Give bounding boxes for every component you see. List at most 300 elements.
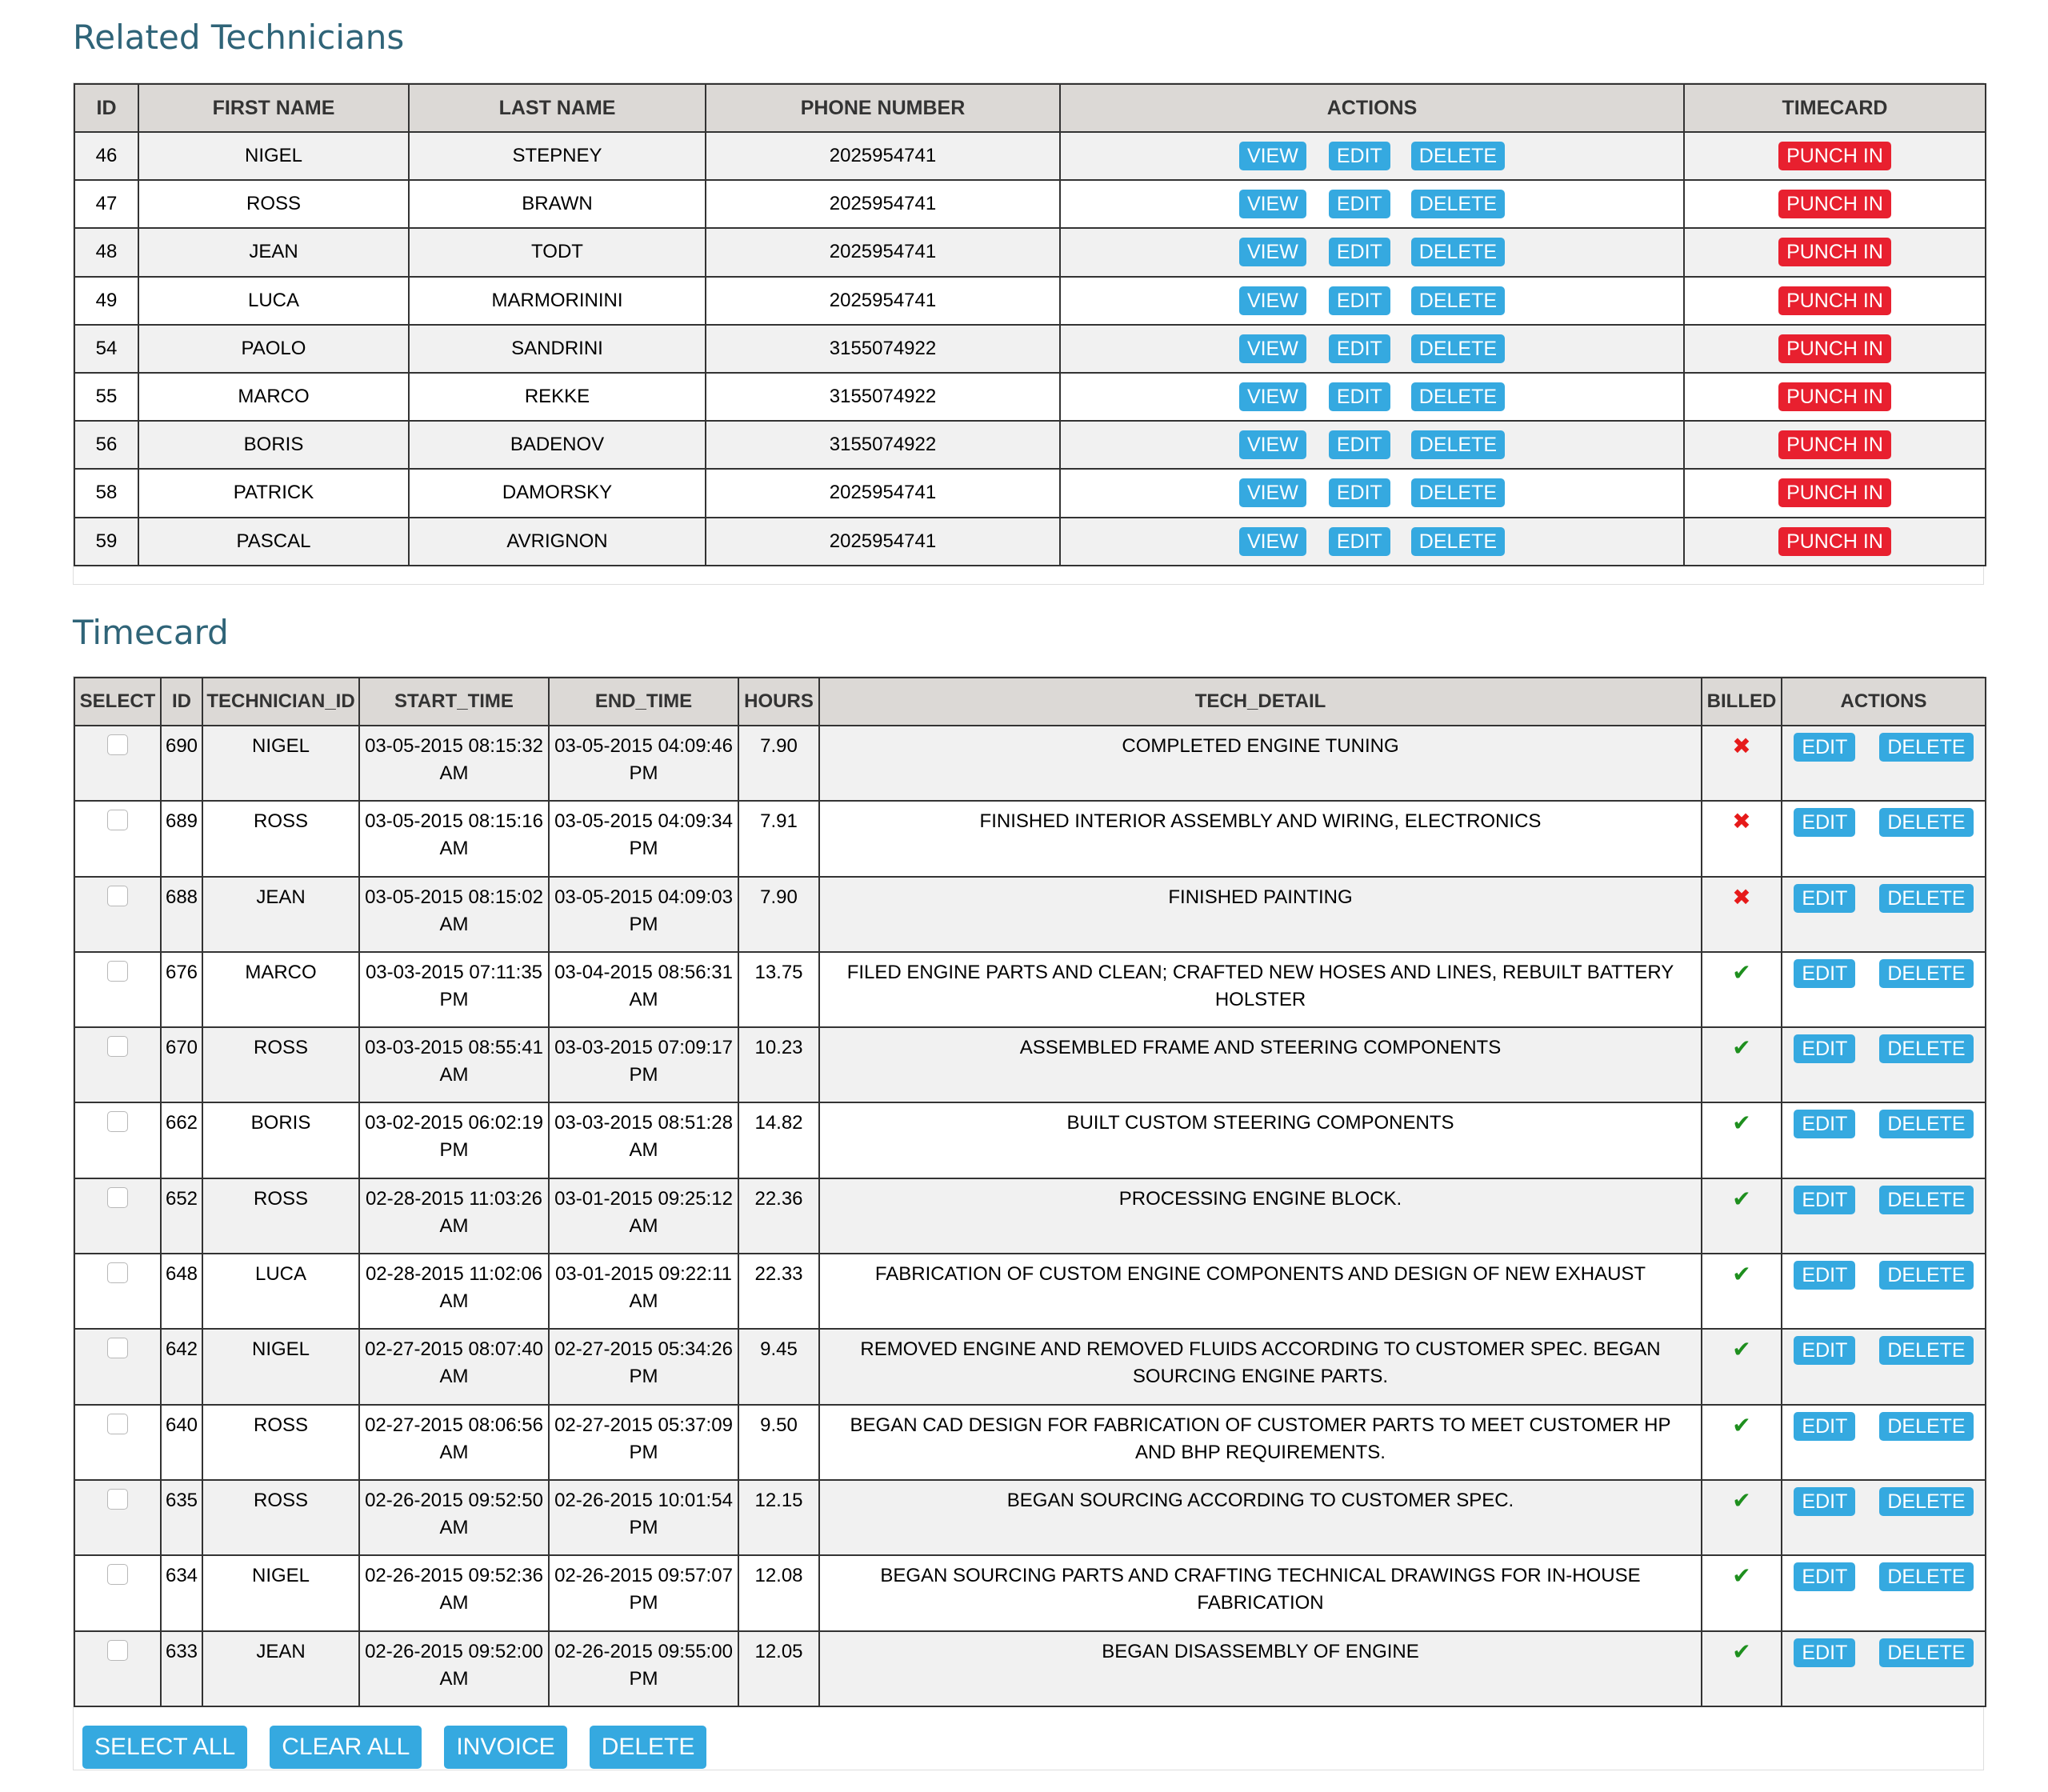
col-header-technician-id[interactable]: TECHNICIAN_ID: [202, 678, 359, 726]
timecard-tech-detail: REMOVED ENGINE AND REMOVED FLUIDS ACCORDING TO CUSTOMER SPEC. BEGAN SOURCING ENGINE PARTS.: [819, 1329, 1702, 1404]
timecard-hours: 9.50: [738, 1405, 819, 1480]
billed-check-icon: ✔: [1732, 1412, 1751, 1438]
row-select-checkbox[interactable]: [107, 1489, 128, 1510]
delete-button[interactable]: DELETE: [1411, 190, 1505, 218]
technician-id: 48: [74, 228, 138, 276]
timecard-actions: [1782, 1631, 1986, 1706]
timecard-tech-detail: BEGAN DISASSEMBLY OF ENGINE: [819, 1631, 1702, 1706]
timecard-tech-detail: BEGAN CAD DESIGN FOR FABRICATION OF CUSTOMER PARTS TO MEET CUSTOMER HP AND BHP REQUIREMENTS.: [819, 1405, 1702, 1480]
technician-row: [74, 469, 1986, 517]
timecard-start-time: 02-28-2015 11:02:06 AM: [359, 1254, 549, 1329]
select-cell: [74, 952, 161, 1027]
timecard-end-time: 03-01-2015 09:22:11 AM: [549, 1254, 738, 1329]
timecard-end-time: 02-26-2015 10:01:54 PM: [549, 1480, 738, 1555]
delete-button[interactable]: DELETE: [1879, 1186, 1973, 1214]
delete-button[interactable]: DELETE: [1411, 382, 1505, 411]
timecard-end-time: 03-03-2015 07:09:17 PM: [549, 1027, 738, 1102]
delete-button[interactable]: DELETE: [1879, 1487, 1973, 1516]
edit-button[interactable]: EDIT: [1794, 1412, 1855, 1441]
timecard-heading: Timecard: [73, 613, 229, 652]
timecard-id: 652: [161, 1178, 202, 1254]
punch-in-button[interactable]: PUNCH IN: [1778, 430, 1891, 459]
edit-button[interactable]: EDIT: [1794, 1186, 1855, 1214]
technician-first-name: ROSS: [138, 180, 409, 228]
edit-button[interactable]: EDIT: [1794, 1034, 1855, 1063]
timecard-hours: 10.23: [738, 1027, 819, 1102]
timecard-billed: [1702, 1254, 1782, 1329]
timecard-id: 662: [161, 1102, 202, 1178]
timecard-billed: [1702, 1102, 1782, 1178]
timecard-hours: 13.75: [738, 952, 819, 1027]
col-header-end-time[interactable]: END_TIME: [549, 678, 738, 726]
billed-check-icon: ✔: [1732, 1186, 1751, 1211]
technician-phone: 2025954741: [706, 228, 1060, 276]
timecard-start-time: 02-26-2015 09:52:00 AM: [359, 1631, 549, 1706]
timecard-row: [74, 1102, 1986, 1178]
technician-timecard: [1684, 325, 1986, 373]
billed-check-icon: ✔: [1732, 1337, 1751, 1362]
billed-check-icon: ✔: [1732, 959, 1751, 985]
col-header-id[interactable]: ID: [161, 678, 202, 726]
edit-button[interactable]: EDIT: [1794, 1638, 1855, 1667]
edit-button[interactable]: EDIT: [1329, 527, 1390, 556]
view-button[interactable]: VIEW: [1239, 190, 1306, 218]
timecard-technician: LUCA: [202, 1254, 359, 1329]
row-select-checkbox[interactable]: [107, 734, 128, 755]
punch-in-button[interactable]: PUNCH IN: [1778, 142, 1891, 170]
timecard-row: [74, 1329, 1986, 1404]
select-cell: [74, 1027, 161, 1102]
timecard-tech-detail: BEGAN SOURCING PARTS AND CRAFTING TECHNICAL DRAWINGS FOR IN-HOUSE FABRICATION: [819, 1555, 1702, 1630]
select-cell: [74, 1555, 161, 1630]
delete-button[interactable]: DELETE: [1879, 1261, 1973, 1290]
select-cell: [74, 801, 161, 876]
technician-row: [74, 518, 1986, 566]
billed-check-icon: ✔: [1732, 1110, 1751, 1136]
technician-timecard: [1684, 132, 1986, 180]
row-select-checkbox[interactable]: [107, 1640, 128, 1661]
technician-first-name: PASCAL: [138, 518, 409, 566]
timecard-hours: 22.33: [738, 1254, 819, 1329]
delete-button[interactable]: DELETE: [1879, 1336, 1973, 1365]
not-billed-cross-icon: ✖: [1732, 884, 1751, 910]
timecard-billed: [1702, 801, 1782, 876]
edit-button[interactable]: EDIT: [1794, 1487, 1855, 1516]
select-cell: [74, 1178, 161, 1254]
edit-button[interactable]: EDIT: [1794, 1261, 1855, 1290]
view-button[interactable]: VIEW: [1239, 238, 1306, 266]
col-header-timecard: TIMECARD: [1684, 84, 1986, 132]
timecard-hours: 12.15: [738, 1480, 819, 1555]
select-cell: [74, 1329, 161, 1404]
bulk-delete-button[interactable]: DELETE: [590, 1726, 707, 1769]
technician-timecard: [1684, 469, 1986, 517]
delete-button[interactable]: DELETE: [1879, 1412, 1973, 1441]
delete-button[interactable]: DELETE: [1879, 1034, 1973, 1063]
timecard-actions: [1782, 1555, 1986, 1630]
technician-last-name: DAMORSKY: [409, 469, 706, 517]
timecard-technician: ROSS: [202, 1178, 359, 1254]
timecard-id: 633: [161, 1631, 202, 1706]
timecard-actions: [1782, 1027, 1986, 1102]
timecard-hours: 14.82: [738, 1102, 819, 1178]
timecard-row: [74, 801, 1986, 876]
timecard-billed: [1702, 1405, 1782, 1480]
view-button[interactable]: VIEW: [1239, 286, 1306, 315]
technician-row: [74, 132, 1986, 180]
technician-timecard: [1684, 228, 1986, 276]
timecard-row: [74, 1555, 1986, 1630]
timecard-end-time: 03-05-2015 04:09:03 PM: [549, 877, 738, 952]
technician-actions: [1060, 180, 1684, 228]
timecard-tech-detail: FILED ENGINE PARTS AND CLEAN; CRAFTED NEW HOSES AND LINES, REBUILT BATTERY HOLSTER: [819, 952, 1702, 1027]
timecard-start-time: 02-28-2015 11:03:26 AM: [359, 1178, 549, 1254]
timecard-end-time: 02-26-2015 09:57:07 PM: [549, 1555, 738, 1630]
timecard-end-time: 02-26-2015 09:55:00 PM: [549, 1631, 738, 1706]
timecard-tech-detail: FABRICATION OF CUSTOM ENGINE COMPONENTS AND DESIGN OF NEW EXHAUST: [819, 1254, 1702, 1329]
technician-id: 55: [74, 373, 138, 421]
technician-timecard: [1684, 421, 1986, 469]
col-header-hours[interactable]: HOURS: [738, 678, 819, 726]
technician-last-name: BADENOV: [409, 421, 706, 469]
timecard-tech-detail: BUILT CUSTOM STEERING COMPONENTS: [819, 1102, 1702, 1178]
technician-first-name: NIGEL: [138, 132, 409, 180]
timecard-row: [74, 1631, 1986, 1706]
timecard-row: [74, 877, 1986, 952]
technician-row: [74, 180, 1986, 228]
timecard-billed: [1702, 1631, 1782, 1706]
timecard-technician: ROSS: [202, 801, 359, 876]
col-header-actions: ACTIONS: [1060, 84, 1684, 132]
col-header-first-name[interactable]: FIRST NAME: [138, 84, 409, 132]
col-header-select: SELECT: [74, 678, 161, 726]
technician-row: [74, 277, 1986, 325]
timecard-tech-detail: PROCESSING ENGINE BLOCK.: [819, 1178, 1702, 1254]
technician-timecard: [1684, 180, 1986, 228]
technician-last-name: SANDRINI: [409, 325, 706, 373]
select-cell: [74, 1631, 161, 1706]
technician-last-name: BRAWN: [409, 180, 706, 228]
timecard-technician: ROSS: [202, 1027, 359, 1102]
timecard-tech-detail: ASSEMBLED FRAME AND STEERING COMPONENTS: [819, 1027, 1702, 1102]
delete-button[interactable]: DELETE: [1879, 1638, 1973, 1667]
technician-phone: 3155074922: [706, 373, 1060, 421]
delete-button[interactable]: DELETE: [1879, 808, 1973, 837]
technician-actions: [1060, 373, 1684, 421]
technician-actions: [1060, 325, 1684, 373]
view-button[interactable]: VIEW: [1239, 478, 1306, 507]
timecard-end-time: 03-05-2015 04:09:46 PM: [549, 726, 738, 801]
edit-button[interactable]: EDIT: [1794, 733, 1855, 762]
timecard-actions: [1782, 1480, 1986, 1555]
edit-button[interactable]: EDIT: [1329, 478, 1390, 507]
timecard-bulk-actions: [82, 1726, 729, 1769]
timecard-actions: [1782, 1329, 1986, 1404]
timecard-billed: [1702, 1329, 1782, 1404]
timecard-actions: [1782, 1405, 1986, 1480]
technician-id: 58: [74, 469, 138, 517]
delete-button[interactable]: DELETE: [1879, 733, 1973, 762]
timecard-end-time: 02-27-2015 05:34:26 PM: [549, 1329, 738, 1404]
billed-check-icon: ✔: [1732, 1638, 1751, 1664]
row-select-checkbox[interactable]: [107, 1338, 128, 1358]
select-cell: [74, 1405, 161, 1480]
edit-button[interactable]: EDIT: [1329, 382, 1390, 411]
timecard-id: 648: [161, 1254, 202, 1329]
view-button[interactable]: VIEW: [1239, 142, 1306, 170]
technician-phone: 2025954741: [706, 132, 1060, 180]
timecard-row: [74, 952, 1986, 1027]
timecard-hours: 7.90: [738, 877, 819, 952]
punch-in-button[interactable]: PUNCH IN: [1778, 286, 1891, 315]
row-select-checkbox[interactable]: [107, 1262, 128, 1283]
edit-button[interactable]: EDIT: [1794, 1336, 1855, 1365]
delete-button[interactable]: DELETE: [1411, 142, 1505, 170]
delete-button[interactable]: DELETE: [1879, 884, 1973, 913]
billed-check-icon: ✔: [1732, 1262, 1751, 1287]
row-select-checkbox[interactable]: [107, 1414, 128, 1434]
timecard-start-time: 02-26-2015 09:52:50 AM: [359, 1480, 549, 1555]
technician-first-name: MARCO: [138, 373, 409, 421]
technician-row: [74, 373, 1986, 421]
timecard-table: [74, 677, 1986, 1707]
row-select-checkbox[interactable]: [107, 886, 128, 906]
timecard-actions: [1782, 726, 1986, 801]
technician-phone: 2025954741: [706, 180, 1060, 228]
delete-button[interactable]: DELETE: [1879, 1562, 1973, 1591]
timecard-start-time: 03-05-2015 08:15:32 AM: [359, 726, 549, 801]
not-billed-cross-icon: ✖: [1732, 809, 1751, 834]
technician-row: [74, 421, 1986, 469]
select-cell: [74, 877, 161, 952]
view-button[interactable]: VIEW: [1239, 527, 1306, 556]
timecard-table-container: [73, 676, 1984, 1770]
related-technicians-heading: Related Technicians: [73, 18, 405, 57]
timecard-actions: [1782, 801, 1986, 876]
clear-all-button[interactable]: CLEAR ALL: [270, 1726, 422, 1769]
timecard-tech-detail: FINISHED PAINTING: [819, 877, 1702, 952]
punch-in-button[interactable]: PUNCH IN: [1778, 527, 1891, 556]
delete-button[interactable]: DELETE: [1411, 286, 1505, 315]
billed-check-icon: ✔: [1732, 1487, 1751, 1513]
technician-first-name: BORIS: [138, 421, 409, 469]
punch-in-button[interactable]: PUNCH IN: [1778, 478, 1891, 507]
technician-row: [74, 228, 1986, 276]
edit-button[interactable]: EDIT: [1794, 1562, 1855, 1591]
row-select-checkbox[interactable]: [107, 961, 128, 982]
technician-id: 47: [74, 180, 138, 228]
billed-check-icon: ✔: [1732, 1035, 1751, 1061]
timecard-hours: 7.91: [738, 801, 819, 876]
select-cell: [74, 1480, 161, 1555]
col-header-start-time[interactable]: START_TIME: [359, 678, 549, 726]
timecard-start-time: 02-27-2015 08:06:56 AM: [359, 1405, 549, 1480]
timecard-tech-detail: FINISHED INTERIOR ASSEMBLY AND WIRING, ELECTRONICS: [819, 801, 1702, 876]
timecard-actions: [1782, 1254, 1986, 1329]
technician-phone: 2025954741: [706, 277, 1060, 325]
timecard-row: [74, 1405, 1986, 1480]
timecard-technician: NIGEL: [202, 1555, 359, 1630]
timecard-billed: [1702, 877, 1782, 952]
timecard-hours: 9.45: [738, 1329, 819, 1404]
technician-row: [74, 325, 1986, 373]
timecard-billed: [1702, 952, 1782, 1027]
timecard-technician: NIGEL: [202, 1329, 359, 1404]
edit-button[interactable]: EDIT: [1329, 142, 1390, 170]
edit-button[interactable]: EDIT: [1794, 959, 1855, 988]
punch-in-button[interactable]: PUNCH IN: [1778, 190, 1891, 218]
punch-in-button[interactable]: PUNCH IN: [1778, 334, 1891, 363]
technician-first-name: LUCA: [138, 277, 409, 325]
view-button[interactable]: VIEW: [1239, 382, 1306, 411]
timecard-start-time: 03-05-2015 08:15:16 AM: [359, 801, 549, 876]
technician-last-name: MARMORININI: [409, 277, 706, 325]
timecard-actions: [1782, 952, 1986, 1027]
row-select-checkbox[interactable]: [107, 810, 128, 830]
timecard-row: [74, 1254, 1986, 1329]
technician-last-name: TODT: [409, 228, 706, 276]
technician-id: 49: [74, 277, 138, 325]
col-header-tech-detail[interactable]: TECH_DETAIL: [819, 678, 1702, 726]
timecard-technician: ROSS: [202, 1405, 359, 1480]
timecard-tech-detail: BEGAN SOURCING ACCORDING TO CUSTOMER SPEC.: [819, 1480, 1702, 1555]
view-button[interactable]: VIEW: [1239, 430, 1306, 459]
delete-button[interactable]: DELETE: [1411, 238, 1505, 266]
row-select-checkbox[interactable]: [107, 1036, 128, 1057]
timecard-technician: NIGEL: [202, 726, 359, 801]
select-cell: [74, 1102, 161, 1178]
delete-button[interactable]: DELETE: [1879, 959, 1973, 988]
timecard-hours: 12.08: [738, 1555, 819, 1630]
edit-button[interactable]: EDIT: [1329, 286, 1390, 315]
timecard-start-time: 03-02-2015 06:02:19 PM: [359, 1102, 549, 1178]
edit-button[interactable]: EDIT: [1794, 1110, 1855, 1138]
edit-button[interactable]: EDIT: [1794, 808, 1855, 837]
punch-in-button[interactable]: PUNCH IN: [1778, 382, 1891, 411]
technician-id: 56: [74, 421, 138, 469]
timecard-end-time: 03-04-2015 08:56:31 AM: [549, 952, 738, 1027]
timecard-row: [74, 726, 1986, 801]
timecard-billed: [1702, 1480, 1782, 1555]
technician-actions: [1060, 421, 1684, 469]
timecard-row: [74, 1178, 1986, 1254]
technician-actions: [1060, 469, 1684, 517]
technician-phone: 3155074922: [706, 325, 1060, 373]
timecard-technician: ROSS: [202, 1480, 359, 1555]
timecard-billed: [1702, 1027, 1782, 1102]
not-billed-cross-icon: ✖: [1732, 734, 1751, 758]
timecard-hours: 12.05: [738, 1631, 819, 1706]
billed-check-icon: ✔: [1732, 1563, 1751, 1589]
technician-timecard: [1684, 518, 1986, 566]
col-header-id[interactable]: ID: [74, 84, 138, 132]
timecard-start-time: 03-05-2015 08:15:02 AM: [359, 877, 549, 952]
col-header-phone-number[interactable]: PHONE NUMBER: [706, 84, 1060, 132]
timecard-start-time: 03-03-2015 07:11:35 PM: [359, 952, 549, 1027]
timecard-row: [74, 1480, 1986, 1555]
timecard-id: 690: [161, 726, 202, 801]
technicians-table-container: [73, 82, 1984, 585]
timecard-hours: 22.36: [738, 1178, 819, 1254]
edit-button[interactable]: EDIT: [1329, 334, 1390, 363]
timecard-actions: [1782, 1178, 1986, 1254]
delete-button[interactable]: DELETE: [1411, 430, 1505, 459]
technician-last-name: REKKE: [409, 373, 706, 421]
edit-button[interactable]: EDIT: [1329, 238, 1390, 266]
delete-button[interactable]: DELETE: [1411, 527, 1505, 556]
technician-actions: [1060, 132, 1684, 180]
delete-button[interactable]: DELETE: [1879, 1110, 1973, 1138]
timecard-id: 635: [161, 1480, 202, 1555]
edit-button[interactable]: EDIT: [1794, 884, 1855, 913]
technicians-table: [74, 83, 1986, 566]
timecard-technician: JEAN: [202, 1631, 359, 1706]
timecard-billed: [1702, 726, 1782, 801]
timecard-actions: [1782, 1102, 1986, 1178]
punch-in-button[interactable]: PUNCH IN: [1778, 238, 1891, 266]
timecard-billed: [1702, 1555, 1782, 1630]
technician-actions: [1060, 518, 1684, 566]
timecard-id: 642: [161, 1329, 202, 1404]
timecard-start-time: 02-26-2015 09:52:36 AM: [359, 1555, 549, 1630]
col-header-actions: ACTIONS: [1782, 678, 1986, 726]
row-select-checkbox[interactable]: [107, 1111, 128, 1132]
timecard-id: 640: [161, 1405, 202, 1480]
timecard-hours: 7.90: [738, 726, 819, 801]
edit-button[interactable]: EDIT: [1329, 190, 1390, 218]
view-button[interactable]: VIEW: [1239, 334, 1306, 363]
timecard-id: 676: [161, 952, 202, 1027]
technician-phone: 2025954741: [706, 469, 1060, 517]
timecard-technician: MARCO: [202, 952, 359, 1027]
timecard-billed: [1702, 1178, 1782, 1254]
technician-last-name: AVRIGNON: [409, 518, 706, 566]
timecard-end-time: 03-05-2015 04:09:34 PM: [549, 801, 738, 876]
timecard-tech-detail: COMPLETED ENGINE TUNING: [819, 726, 1702, 801]
timecard-row: [74, 1027, 1986, 1102]
technician-id: 59: [74, 518, 138, 566]
technician-id: 46: [74, 132, 138, 180]
technician-timecard: [1684, 373, 1986, 421]
invoice-button[interactable]: INVOICE: [444, 1726, 566, 1769]
col-header-last-name[interactable]: LAST NAME: [409, 84, 706, 132]
timecard-end-time: 02-27-2015 05:37:09 PM: [549, 1405, 738, 1480]
delete-button[interactable]: DELETE: [1411, 334, 1505, 363]
timecard-end-time: 03-01-2015 09:25:12 AM: [549, 1178, 738, 1254]
technician-timecard: [1684, 277, 1986, 325]
technician-actions: [1060, 277, 1684, 325]
select-cell: [74, 1254, 161, 1329]
timecard-id: 688: [161, 877, 202, 952]
edit-button[interactable]: EDIT: [1329, 430, 1390, 459]
technician-first-name: PAOLO: [138, 325, 409, 373]
technician-actions: [1060, 228, 1684, 276]
technician-first-name: PATRICK: [138, 469, 409, 517]
timecard-end-time: 03-03-2015 08:51:28 AM: [549, 1102, 738, 1178]
row-select-checkbox[interactable]: [107, 1187, 128, 1208]
technician-phone: 2025954741: [706, 518, 1060, 566]
technician-id: 54: [74, 325, 138, 373]
row-select-checkbox[interactable]: [107, 1564, 128, 1585]
select-all-button[interactable]: SELECT ALL: [82, 1726, 247, 1769]
col-header-billed[interactable]: BILLED: [1702, 678, 1782, 726]
timecard-start-time: 03-03-2015 08:55:41 AM: [359, 1027, 549, 1102]
delete-button[interactable]: DELETE: [1411, 478, 1505, 507]
technician-last-name: STEPNEY: [409, 132, 706, 180]
technician-phone: 3155074922: [706, 421, 1060, 469]
timecard-technician: BORIS: [202, 1102, 359, 1178]
timecard-actions: [1782, 877, 1986, 952]
